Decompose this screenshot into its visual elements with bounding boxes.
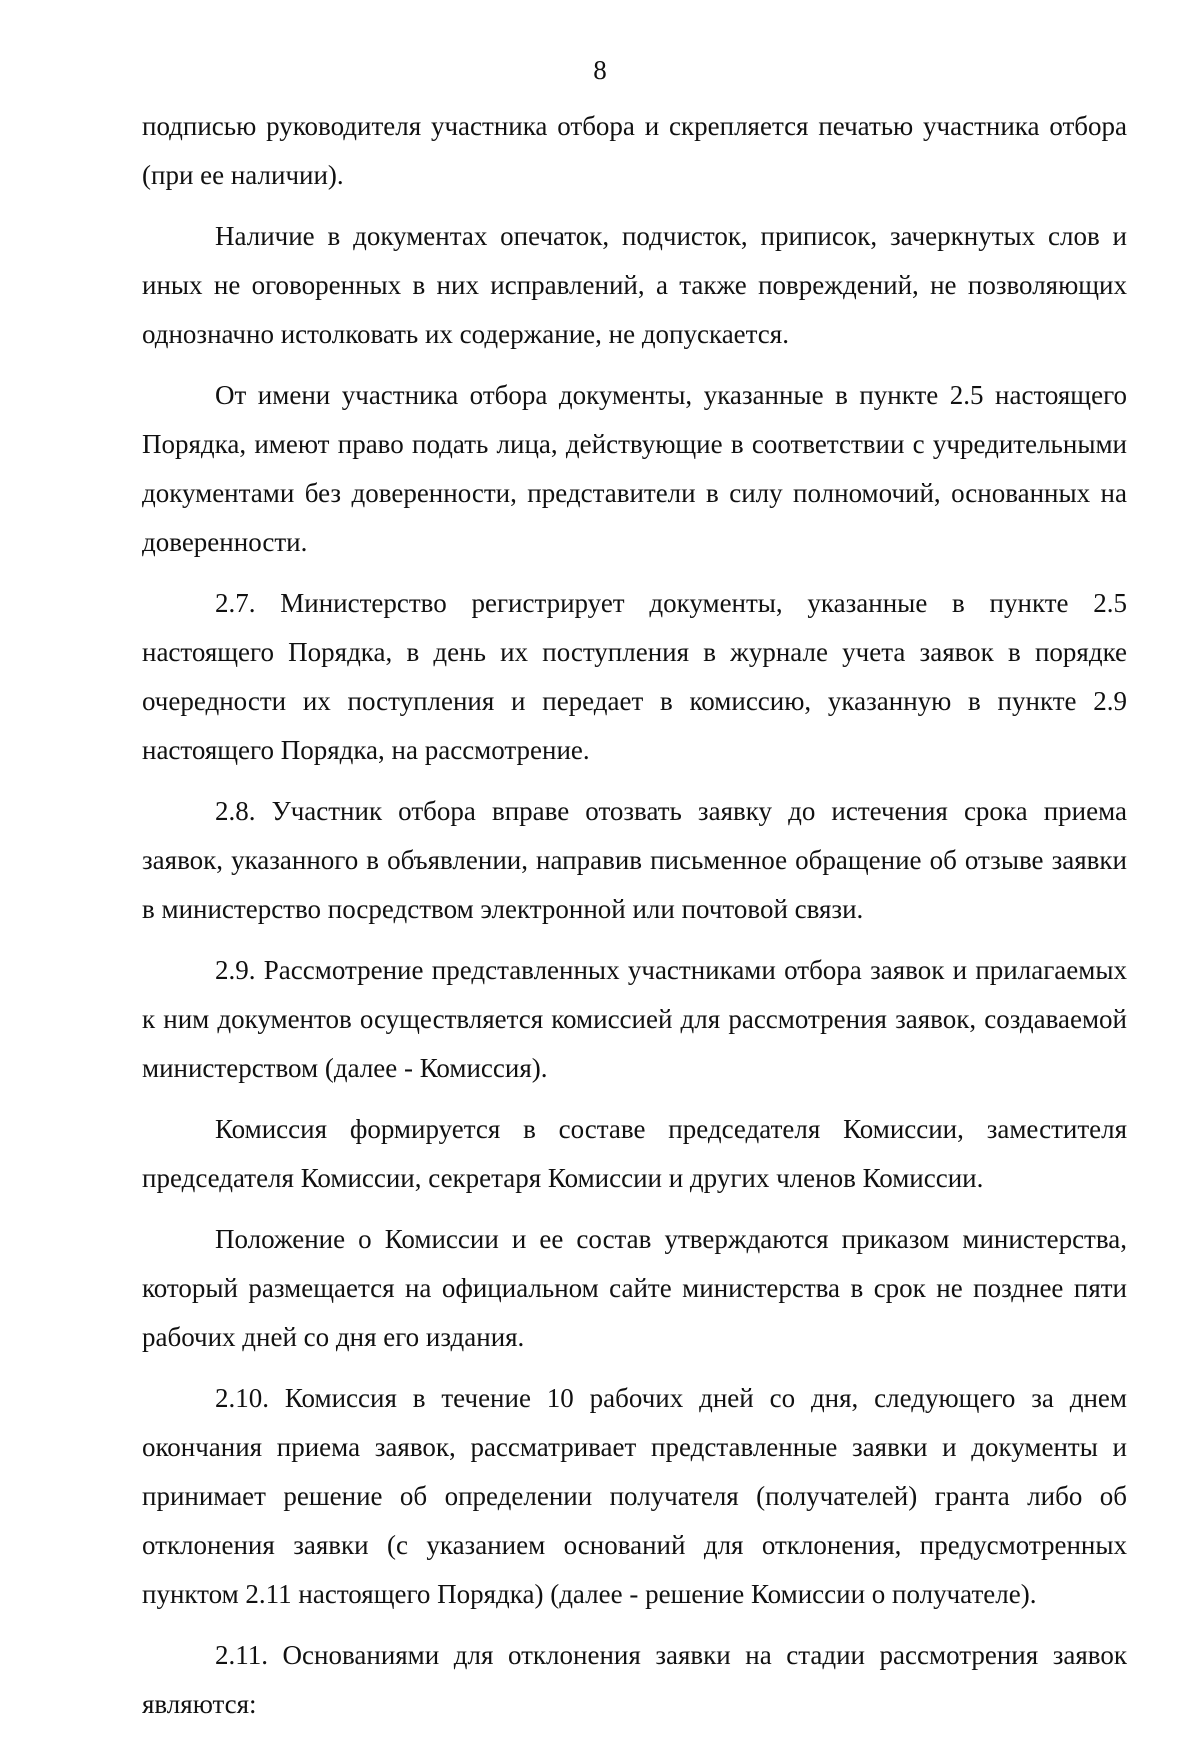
paragraph-commission-regulation: Положение о Комиссии и ее состав утверждаются приказом министерства, который размещается на официальном сайте министерства в срок не позднее пяти рабочих дней со дня его издания. (142, 1224, 1127, 1352)
page-number: 8 (593, 55, 607, 85)
paragraph-2-9: 2.9. Рассмотрение представленных участниками отбора заявок и прилагаемых к ним документов осуществляется комиссией для рассмотрения заявок, создаваемой министерством (далее - Комиссия). (142, 955, 1127, 1083)
paragraph-2-10: 2.10. Комиссия в течение 10 рабочих дней со дня, следующего за днем окончания приема заявок, рассматривает представленные заявки и документы и принимает решение об определении получателя (получателей) гранта либо об отклонения заявки (с указанием оснований для отклонения, предусмотренных пунктом 2.11 настоящего Порядка) (далее - решение Комиссии о получателе). (142, 1383, 1127, 1609)
paragraph-submission-persons: От имени участника отбора документы, указанные в пункте 2.5 настоящего Порядка, имеют право подать лица, действующие в соответствии с учредительными документами без доверенности, представители в силу полномочий, основанных на доверенности. (142, 380, 1127, 557)
paragraph-continuation: подписью руководителя участника отбора и скрепляется печатью участника отбора (при ее наличии). (142, 111, 1127, 190)
paragraph-2-8: 2.8. Участник отбора вправе отозвать заявку до истечения срока приема заявок, указанного в объявлении, направив письменное обращение об отзыве заявки в министерство посредством электронной или почтовой связи. (142, 796, 1127, 924)
paragraph-2-11: 2.11. Основаниями для отклонения заявки на стадии рассмотрения заявок являются: (142, 1640, 1127, 1719)
document-body (142, 102, 1127, 1741)
paragraph-typos-not-allowed: Наличие в документах опечаток, подчисток, приписок, зачеркнутых слов и иных не оговоренных в них исправлений, а также повреждений, не позволяющих однозначно истолковать их содержание, не допускается. (142, 221, 1127, 349)
paragraph-commission-composition: Комиссия формируется в составе председателя Комиссии, заместителя председателя Комиссии, секретаря Комиссии и других членов Комиссии. (142, 1114, 1127, 1193)
paragraph-2-7: 2.7. Министерство регистрирует документы, указанные в пункте 2.5 настоящего Порядка, в день их поступления в журнале учета заявок в порядке очередности их поступления и передает в комиссию, указанную в пункте 2.9 настоящего Порядка, на рассмотрение. (142, 588, 1127, 765)
